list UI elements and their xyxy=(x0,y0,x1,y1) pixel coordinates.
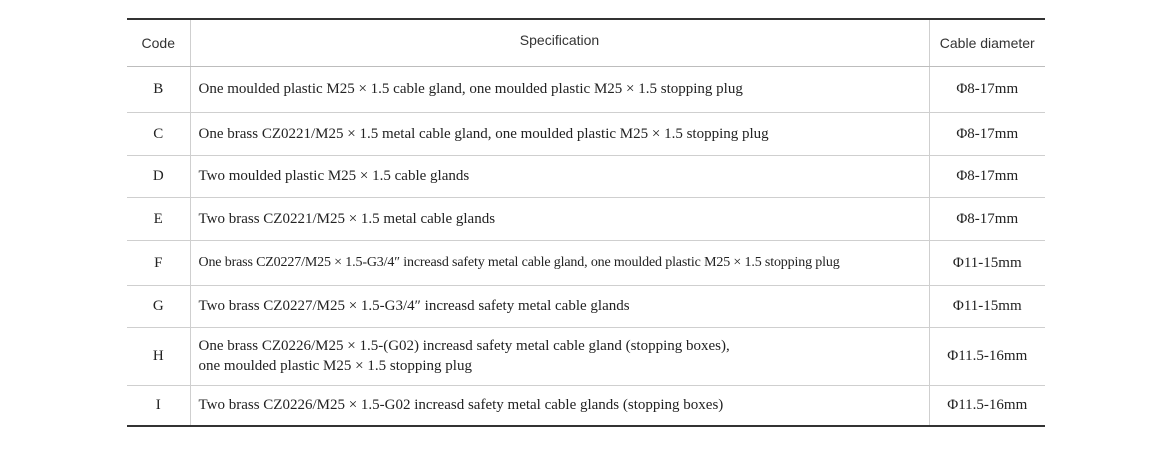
table-row xyxy=(127,66,1045,112)
cell-code: H xyxy=(127,327,190,385)
cell-code: C xyxy=(127,112,190,155)
header-code: Code xyxy=(127,19,190,66)
cell-cable-diameter: Φ8-17mm xyxy=(929,155,1045,197)
cell-cable-diameter: Φ11.5-16mm xyxy=(929,327,1045,385)
header-cable-diameter: Cable diameter xyxy=(929,19,1045,66)
header-specification: Specification xyxy=(190,19,929,66)
cell-cable-diameter: Φ11-15mm xyxy=(929,285,1045,327)
table-row xyxy=(127,285,1045,327)
cell-specification xyxy=(190,197,929,240)
cell-specification xyxy=(190,112,929,155)
cell-specification xyxy=(190,240,929,285)
spec-line: One moulded plastic M25 × 1.5 cable gland, one moulded plastic M25 × 1.5 stopping plug xyxy=(198,81,743,97)
table-row xyxy=(127,197,1045,240)
spec-line: One brass CZ0227/M25 × 1.5-G3/4″ increasd safety metal cable gland, one moulded plastic M25 × 1.5 stopping plug xyxy=(198,254,840,270)
cable-gland-table xyxy=(127,18,1045,427)
cell-cable-diameter: Φ8-17mm xyxy=(929,112,1045,155)
spec-line: Two brass CZ0227/M25 × 1.5-G3/4″ increasd safety metal cable glands xyxy=(198,298,630,314)
cell-cable-diameter: Φ8-17mm xyxy=(929,66,1045,112)
cell-code: E xyxy=(127,197,190,240)
cell-code: I xyxy=(127,385,190,426)
cell-specification xyxy=(190,155,929,197)
cell-code: D xyxy=(127,155,190,197)
cell-cable-diameter: Φ8-17mm xyxy=(929,197,1045,240)
header-row xyxy=(127,19,1045,66)
spec-line: One brass CZ0221/M25 × 1.5 metal cable gland, one moulded plastic M25 × 1.5 stopping plug xyxy=(198,125,769,142)
table-row xyxy=(127,112,1045,155)
cell-specification xyxy=(190,66,929,112)
spec-line: one moulded plastic M25 × 1.5 stopping plug xyxy=(198,358,472,374)
cell-cable-diameter: Φ11-15mm xyxy=(929,240,1045,285)
cell-code: B xyxy=(127,66,190,112)
cell-specification xyxy=(190,285,929,327)
cell-code: G xyxy=(127,285,190,327)
cell-specification xyxy=(190,385,929,426)
cell-cable-diameter: Φ11.5-16mm xyxy=(929,385,1045,426)
spec-line: One brass CZ0226/M25 × 1.5-(G02) increasd safety metal cable gland (stopping boxes), xyxy=(198,338,730,354)
spec-line: Two moulded plastic M25 × 1.5 cable glands xyxy=(198,168,470,184)
spec-line: Two brass CZ0226/M25 × 1.5-G02 increasd safety metal cable glands (stopping boxes) xyxy=(198,397,724,414)
spec-line: Two brass CZ0221/M25 × 1.5 metal cable glands xyxy=(198,210,496,227)
cell-specification xyxy=(190,327,929,385)
table-row xyxy=(127,385,1045,426)
cell-code: F xyxy=(127,240,190,285)
table-row xyxy=(127,155,1045,197)
table-row xyxy=(127,327,1045,385)
table-row xyxy=(127,240,1045,285)
